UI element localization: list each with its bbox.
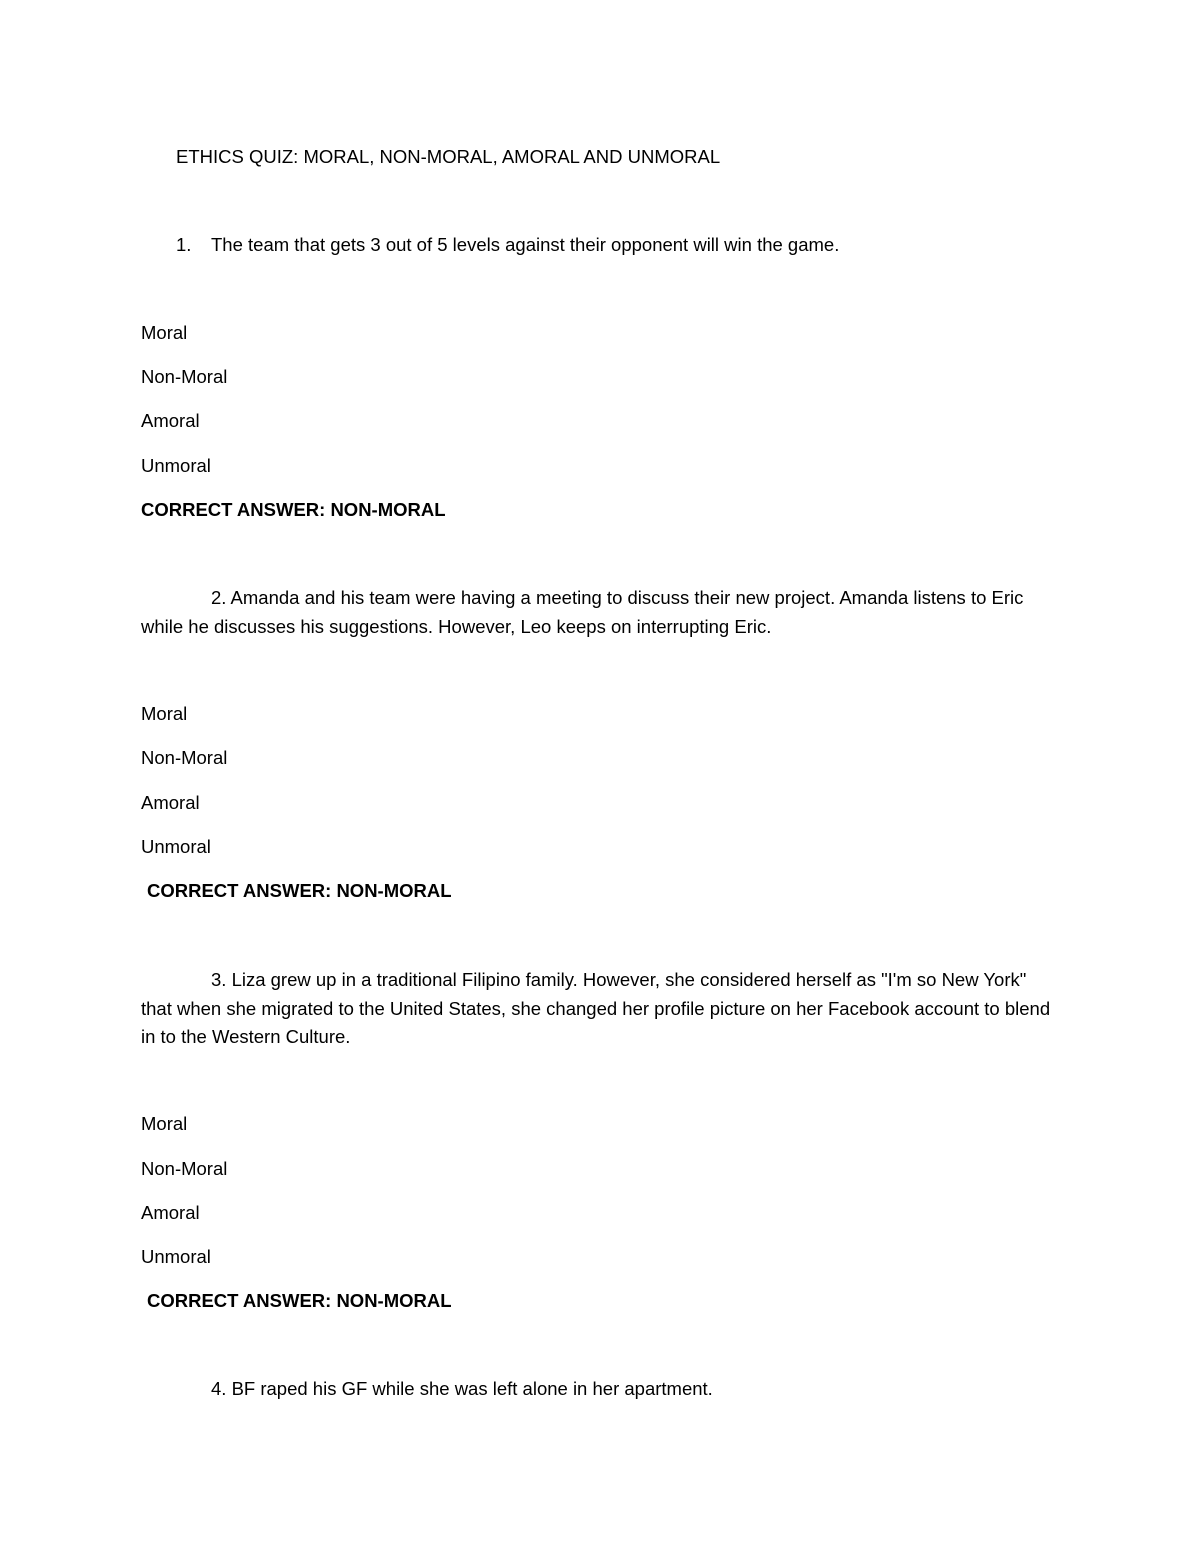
question-number: 1.	[176, 234, 192, 255]
option-amoral: Amoral	[141, 410, 200, 431]
document-title: ETHICS QUIZ: MORAL, NON-MORAL, AMORAL AND UNMORAL	[176, 146, 721, 167]
question-text: 2. Amanda and his team were having a meeting to discuss their new project. Amanda listens to Eric while he discusses his suggestions. However, Leo keeps on interrupting Eric.	[141, 587, 1024, 637]
option-unmoral: Unmoral	[141, 836, 211, 857]
option-non-moral: Non-Moral	[141, 747, 228, 768]
question-text: 4. BF raped his GF while she was left alone in her apartment.	[211, 1378, 713, 1399]
option-unmoral: Unmoral	[141, 455, 211, 476]
option-non-moral: Non-Moral	[141, 366, 228, 387]
question-text: The team that gets 3 out of 5 levels against their opponent will win the game.	[211, 234, 840, 255]
option-moral: Moral	[141, 703, 188, 724]
option-moral: Moral	[141, 322, 188, 343]
option-non-moral: Non-Moral	[141, 1158, 228, 1179]
option-moral: Moral	[141, 1113, 188, 1134]
option-amoral: Amoral	[141, 792, 200, 813]
correct-answer: CORRECT ANSWER: NON-MORAL	[147, 880, 452, 901]
question-text: 3. Liza grew up in a traditional Filipino family. However, she considered herself as "I'm so New York" that when she migrated to the United States, she changed her profile picture on her Facebook account to blend in to the Western Culture.	[141, 969, 1051, 1047]
option-amoral: Amoral	[141, 1202, 200, 1223]
correct-answer: CORRECT ANSWER: NON-MORAL	[141, 499, 446, 520]
option-unmoral: Unmoral	[141, 1246, 211, 1267]
correct-answer: CORRECT ANSWER: NON-MORAL	[147, 1290, 452, 1311]
